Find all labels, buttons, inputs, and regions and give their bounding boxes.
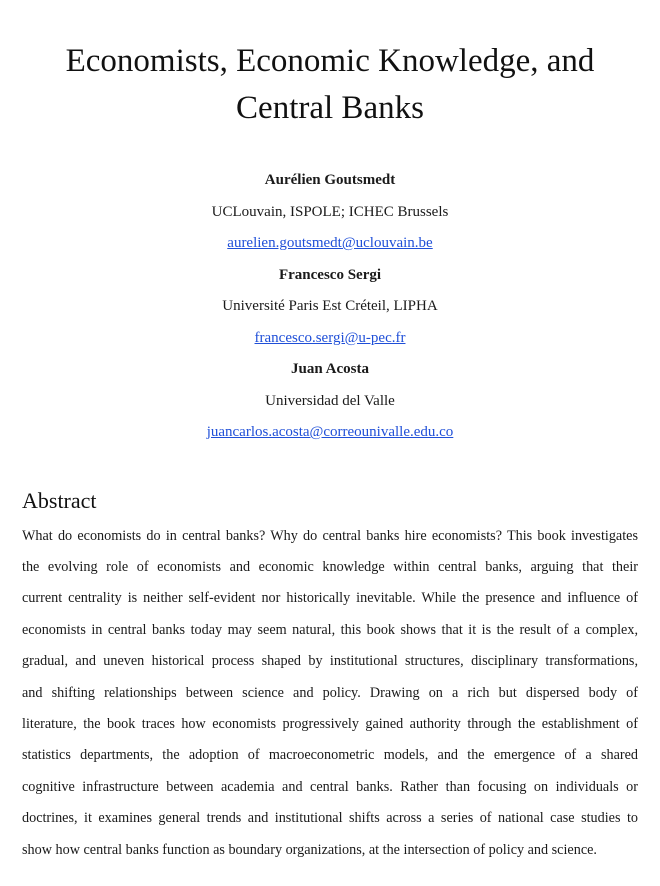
author-email xyxy=(22,323,638,355)
paper-title xyxy=(22,38,638,132)
abstract-line: and shifting relationships between science and policy. Drawing on a rich but dispersed body of xyxy=(22,684,638,701)
author-email-link[interactable]: aurelien.goutsmedt@uclouvain.be xyxy=(227,235,433,251)
title-line-1: Economists, Economic Knowledge, and xyxy=(65,43,595,79)
author-list xyxy=(22,165,638,449)
author-name: Aurélien Goutsmedt xyxy=(264,172,396,188)
abstract-line: economists in central banks today may seem natural, this book shows that it is the result of a complex, xyxy=(22,621,638,638)
abstract-line: statistics departments, the adoption of macroeconometric models, and the emergence of a shared xyxy=(22,747,638,764)
abstract-line: cognitive infrastructure between academia and central banks. Rather than focusing on individuals or xyxy=(22,778,638,795)
abstract-line: literature, the book traces how economists progressively gained authority through the establishment of xyxy=(22,715,638,732)
paper-page xyxy=(0,38,660,886)
abstract-line: What do economists do in central banks? Why do central banks hire economists? This book investigates xyxy=(22,527,638,544)
author-name: Juan Acosta xyxy=(291,361,369,377)
author-email xyxy=(22,417,638,449)
author-name: Francesco Sergi xyxy=(278,266,382,283)
author-email-link[interactable]: juancarlos.acosta@correounivalle.edu.co xyxy=(206,424,454,440)
abstract-line: gradual, and uneven historical process shaped by institutional structures, disciplinary transformations, xyxy=(22,653,638,670)
author-affiliation: Universidad del Valle xyxy=(265,392,395,409)
abstract-line: show how central banks function as boundary organizations, at the intersection of policy and science. xyxy=(22,841,597,858)
abstract-heading: Abstract xyxy=(22,487,97,513)
author-email xyxy=(22,228,638,260)
abstract-line: the evolving role of economists and economic knowledge within central banks, arguing that their xyxy=(22,558,638,575)
author-affiliation: Université Paris Est Créteil, LIPHA xyxy=(222,298,438,314)
author-affiliation: UCLouvain, ISPOLE; ICHEC Brussels xyxy=(211,203,449,220)
abstract-line: doctrines, it examines general trends and institutional shifts across a series of national case studies to xyxy=(22,810,638,827)
author-email-link[interactable]: francesco.sergi@u-pec.fr xyxy=(254,329,406,346)
abstract-line: current centrality is neither self-evident nor historically inevitable. While the presence and influence of xyxy=(22,590,638,607)
title-line-2: Central Banks xyxy=(236,90,424,126)
abstract-body xyxy=(22,521,638,866)
